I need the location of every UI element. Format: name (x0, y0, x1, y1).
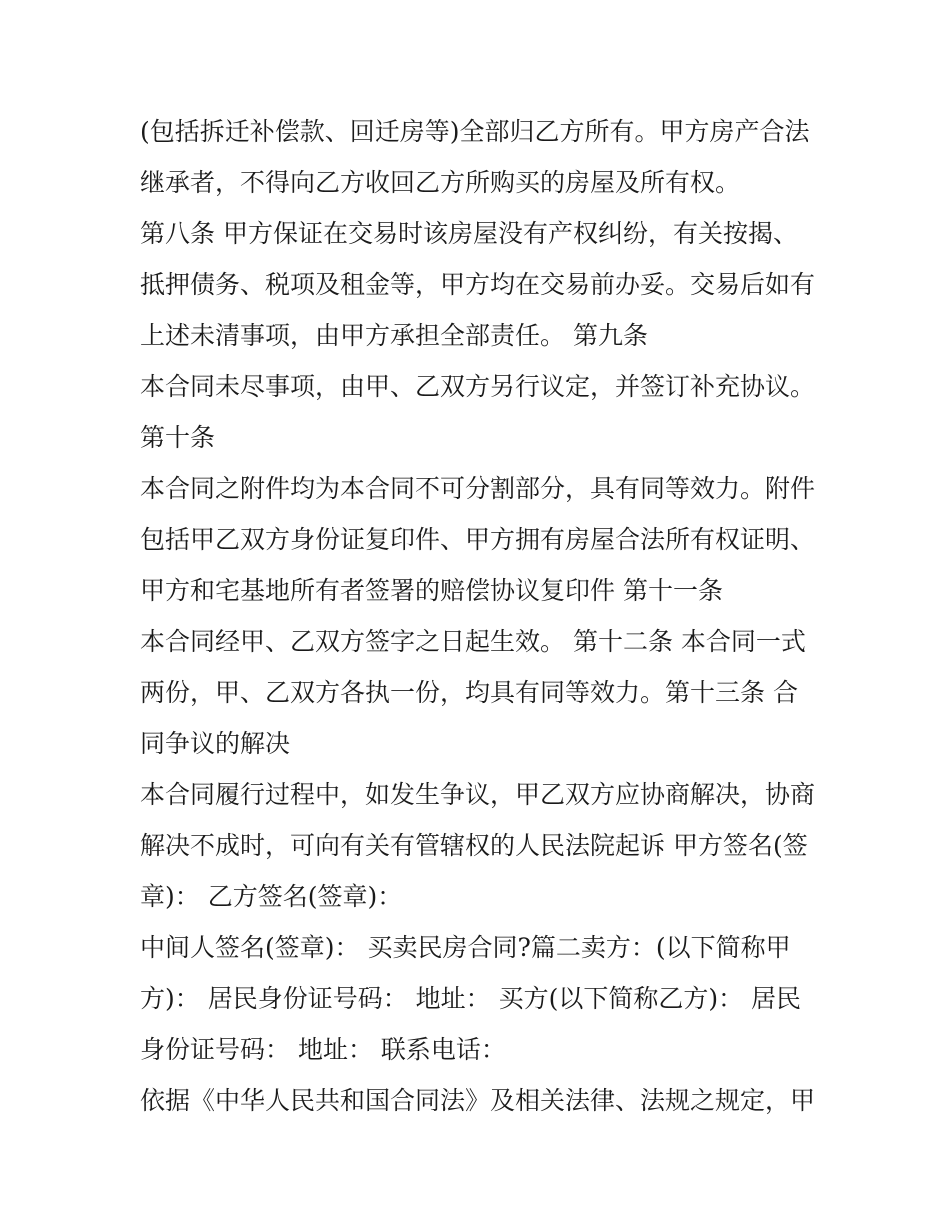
text-line: 解决不成时，可向有关有管辖权的人民法院起诉 甲方签名(签 (140, 831, 808, 860)
text-line: 两份，甲、乙双方各执一份，均具有同等效力。第十三条 合 (140, 678, 798, 707)
text-line: 包括甲乙双方身份证复印件、甲方拥有房屋合法所有权证明、 (140, 525, 816, 554)
text-line: 上述未清事项，由甲方承担全部责任。 第九条 (140, 321, 648, 350)
text-line: 同争议的解决 (140, 729, 291, 758)
text-line: 中间人签名(签章)： 买卖民房合同?篇二卖方：(以下简称甲 (140, 933, 791, 962)
text-line: 身份证号码： 地址： 联系电话： (140, 1035, 506, 1064)
text-line: 本合同未尽事项，由甲、乙双方另行议定，并签订补充协议。 (140, 372, 816, 401)
text-line: 方)： 居民身份证号码： 地址： 买方(以下简称乙方)： 居民 (140, 984, 802, 1013)
text-line: 本合同经甲、乙双方签字之日起生效。 第十二条 本合同一式 (140, 627, 806, 656)
text-line: 抵押债务、税项及租金等，甲方均在交易前办妥。交易后如有 (140, 270, 816, 299)
text-line: 章)： 乙方签名(签章)： (140, 882, 403, 911)
text-line: (包括拆迁补偿款、回迁房等)全部归乙方所有。甲方房产合法 (140, 117, 810, 146)
text-line: 本合同之附件均为本合同不可分割部分，具有同等效力。附件 (140, 474, 816, 503)
contract-body-text (140, 106, 840, 1126)
text-line: 第八条 甲方保证在交易时该房屋没有产权纠纷，有关按揭、 (140, 219, 798, 248)
text-line: 继承者，不得向乙方收回乙方所购买的房屋及所有权。 (140, 168, 741, 197)
text-line: 第十条 (140, 423, 216, 452)
text-line: 本合同履行过程中，如发生争议，甲乙双方应协商解决，协商 (140, 780, 816, 809)
text-line: 甲方和宅基地所有者签署的赔偿协议复印件 第十一条 (140, 576, 723, 605)
text-line: 依据《中华人民共和国合同法》及相关法律、法规之规定，甲 (140, 1086, 816, 1115)
